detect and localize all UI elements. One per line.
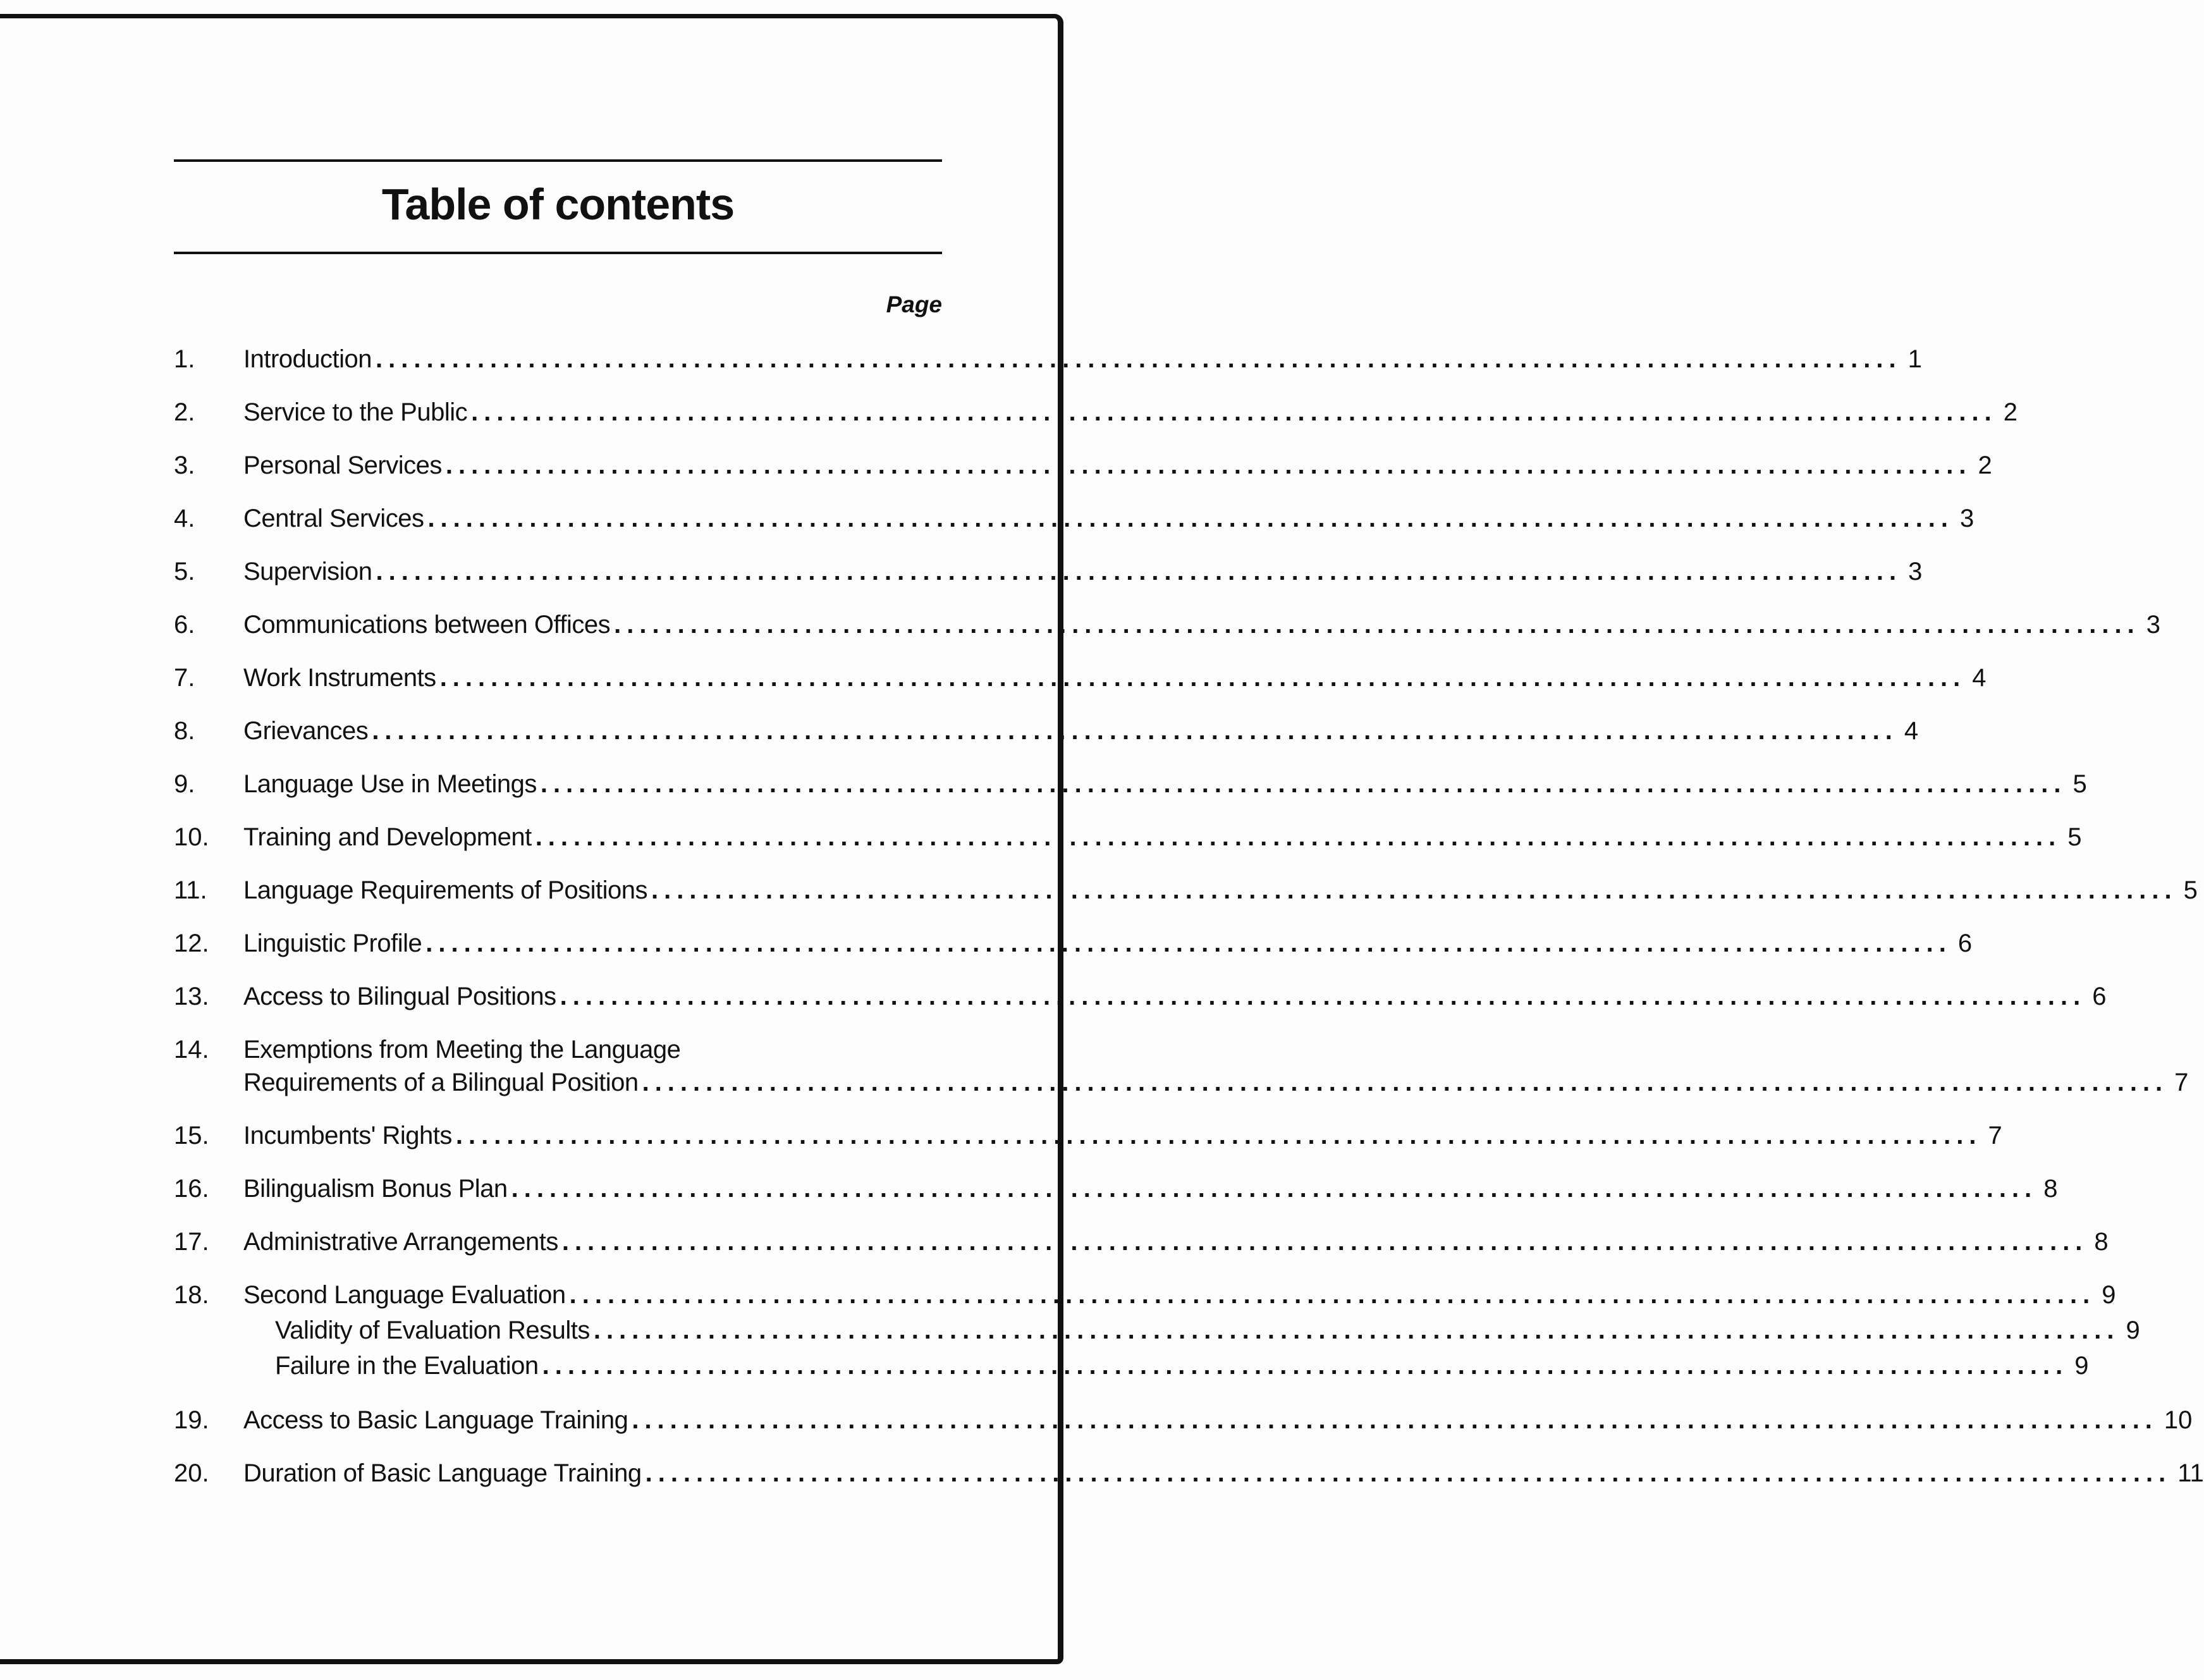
entry-title: Bilingualism Bonus Plan xyxy=(243,1175,508,1203)
entry-title: Access to Basic Language Training xyxy=(243,1406,628,1434)
entry-title: Communications between Offices xyxy=(243,611,611,639)
title-rule-top xyxy=(174,159,942,162)
dot-leader: ........................................................................................................................ xyxy=(376,558,1902,586)
dot-leader: ........................................................................................................................ xyxy=(569,1281,2096,1309)
dot-leader: ........................................................................................................................ xyxy=(614,611,2140,639)
dot-leader: ........................................................................................................................ xyxy=(511,1175,2038,1203)
dot-leader: ........................................................................................................................ xyxy=(372,717,1898,745)
entry-title-continued: Requirements of a Bilingual Position xyxy=(243,1069,639,1096)
entry-number: 8. xyxy=(174,717,195,745)
entry-page: 2 xyxy=(2003,398,2017,426)
entry-title: Supervision xyxy=(243,558,372,586)
entry-number: 11. xyxy=(174,876,207,904)
entry-number: 15. xyxy=(174,1122,209,1150)
entry-title: Access to Bilingual Positions xyxy=(243,983,556,1010)
entry-title: Second Language Evaluation xyxy=(243,1281,566,1309)
entry-number: 9. xyxy=(174,770,195,798)
entry-title: Work Instruments xyxy=(243,664,436,692)
toc-entry xyxy=(174,1278,2140,1386)
subentry-title: Validity of Evaluation Results xyxy=(275,1316,590,1344)
entry-page: 8 xyxy=(2094,1228,2109,1256)
entry-number: 1. xyxy=(174,345,195,373)
entry-title: Introduction xyxy=(243,345,372,373)
entry-page: 3 xyxy=(1960,505,1974,532)
entry-title: Grievances xyxy=(243,717,369,745)
dot-leader: ........................................................................................................................ xyxy=(445,451,1972,479)
subentry-title: Failure in the Evaluation xyxy=(275,1352,539,1380)
dot-leader: ........................................................................................................................ xyxy=(455,1122,1982,1150)
entry-number: 5. xyxy=(174,558,195,586)
entry-title: Training and Development xyxy=(243,823,532,851)
title-rule-bottom xyxy=(174,252,942,254)
entry-page: 5 xyxy=(2067,823,2082,851)
dot-leader: ........................................................................................................................ xyxy=(645,1459,2172,1487)
entry-page: 6 xyxy=(2092,983,2107,1010)
entry-title: Personal Services xyxy=(243,451,442,479)
entry-page: 2 xyxy=(1978,451,1992,479)
entry-number: 6. xyxy=(174,611,195,639)
entry-page: 7 xyxy=(2174,1069,2189,1096)
entry-page: 7 xyxy=(1988,1122,2002,1150)
dot-leader: ........................................................................................................................ xyxy=(535,823,2062,851)
dot-leader: ........................................................................................................................ xyxy=(642,1069,2169,1096)
entry-title: Central Services xyxy=(243,505,424,532)
entry-number: 16. xyxy=(174,1175,209,1203)
entry-page: 4 xyxy=(1972,664,1987,692)
dot-leader: ........................................................................................................................ xyxy=(561,1228,2088,1256)
entry-page: 5 xyxy=(2072,770,2087,798)
dot-leader: ........................................................................................................................ xyxy=(542,1352,2069,1380)
entry-page: 3 xyxy=(1908,558,1923,586)
dot-leader: ........................................................................................................................ xyxy=(376,345,1902,373)
dot-leader: ........................................................................................................................ xyxy=(540,770,2067,798)
entry-title: Duration of Basic Language Training xyxy=(243,1459,642,1487)
entry-title: Linguistic Profile xyxy=(243,929,422,957)
entry-page: 3 xyxy=(2146,611,2160,639)
subentry-page: 9 xyxy=(2126,1316,2140,1344)
entry-page: 10 xyxy=(2164,1406,2193,1434)
entry-number: 2. xyxy=(174,398,195,426)
dot-leader: ........................................................................................................................ xyxy=(425,929,1952,957)
entry-number: 20. xyxy=(174,1459,209,1487)
entry-title: Exemptions from Meeting the Language xyxy=(243,1036,681,1064)
entry-page: 11 xyxy=(2177,1459,2204,1487)
entry-page: 4 xyxy=(1904,717,1919,745)
dot-leader: ........................................................................................................................ xyxy=(427,505,1954,532)
entry-number: 14. xyxy=(174,1036,209,1064)
entry-title: Language Requirements of Positions xyxy=(243,876,647,904)
dot-leader: ........................................................................................................................ xyxy=(632,1406,2158,1434)
page-title: Table of contents xyxy=(381,180,735,229)
entry-number: 4. xyxy=(174,505,195,532)
entry-page: 5 xyxy=(2183,876,2198,904)
page-column-label: Page xyxy=(886,291,942,317)
entry-page: 8 xyxy=(2043,1175,2058,1203)
entry-page: 9 xyxy=(2102,1281,2116,1309)
entry-title: Language Use in Meetings xyxy=(243,770,537,798)
dot-leader: ........................................................................................................................ xyxy=(593,1316,2120,1344)
entry-number: 17. xyxy=(174,1228,209,1256)
entry-number: 7. xyxy=(174,664,195,692)
entry-title: Incumbents' Rights xyxy=(243,1122,452,1150)
entry-number: 3. xyxy=(174,451,195,479)
toc-entry xyxy=(174,1033,2189,1103)
dot-leader: ........................................................................................................................ xyxy=(560,983,2086,1010)
entry-number: 10. xyxy=(174,823,209,851)
entry-number: 13. xyxy=(174,983,209,1010)
entry-title: Service to the Public xyxy=(243,398,468,426)
entry-number: 18. xyxy=(174,1281,209,1309)
entry-page: 1 xyxy=(1907,345,1922,373)
entry-number: 12. xyxy=(174,929,209,957)
dot-leader: ........................................................................................................................ xyxy=(471,398,1997,426)
subentry-page: 9 xyxy=(2074,1352,2089,1380)
entry-number: 19. xyxy=(174,1406,209,1434)
dot-leader: ........................................................................................................................ xyxy=(651,876,2177,904)
entry-page: 6 xyxy=(1957,929,1973,957)
dot-leader: ........................................................................................................................ xyxy=(439,664,1966,692)
entry-title: Administrative Arrangements xyxy=(243,1228,558,1256)
